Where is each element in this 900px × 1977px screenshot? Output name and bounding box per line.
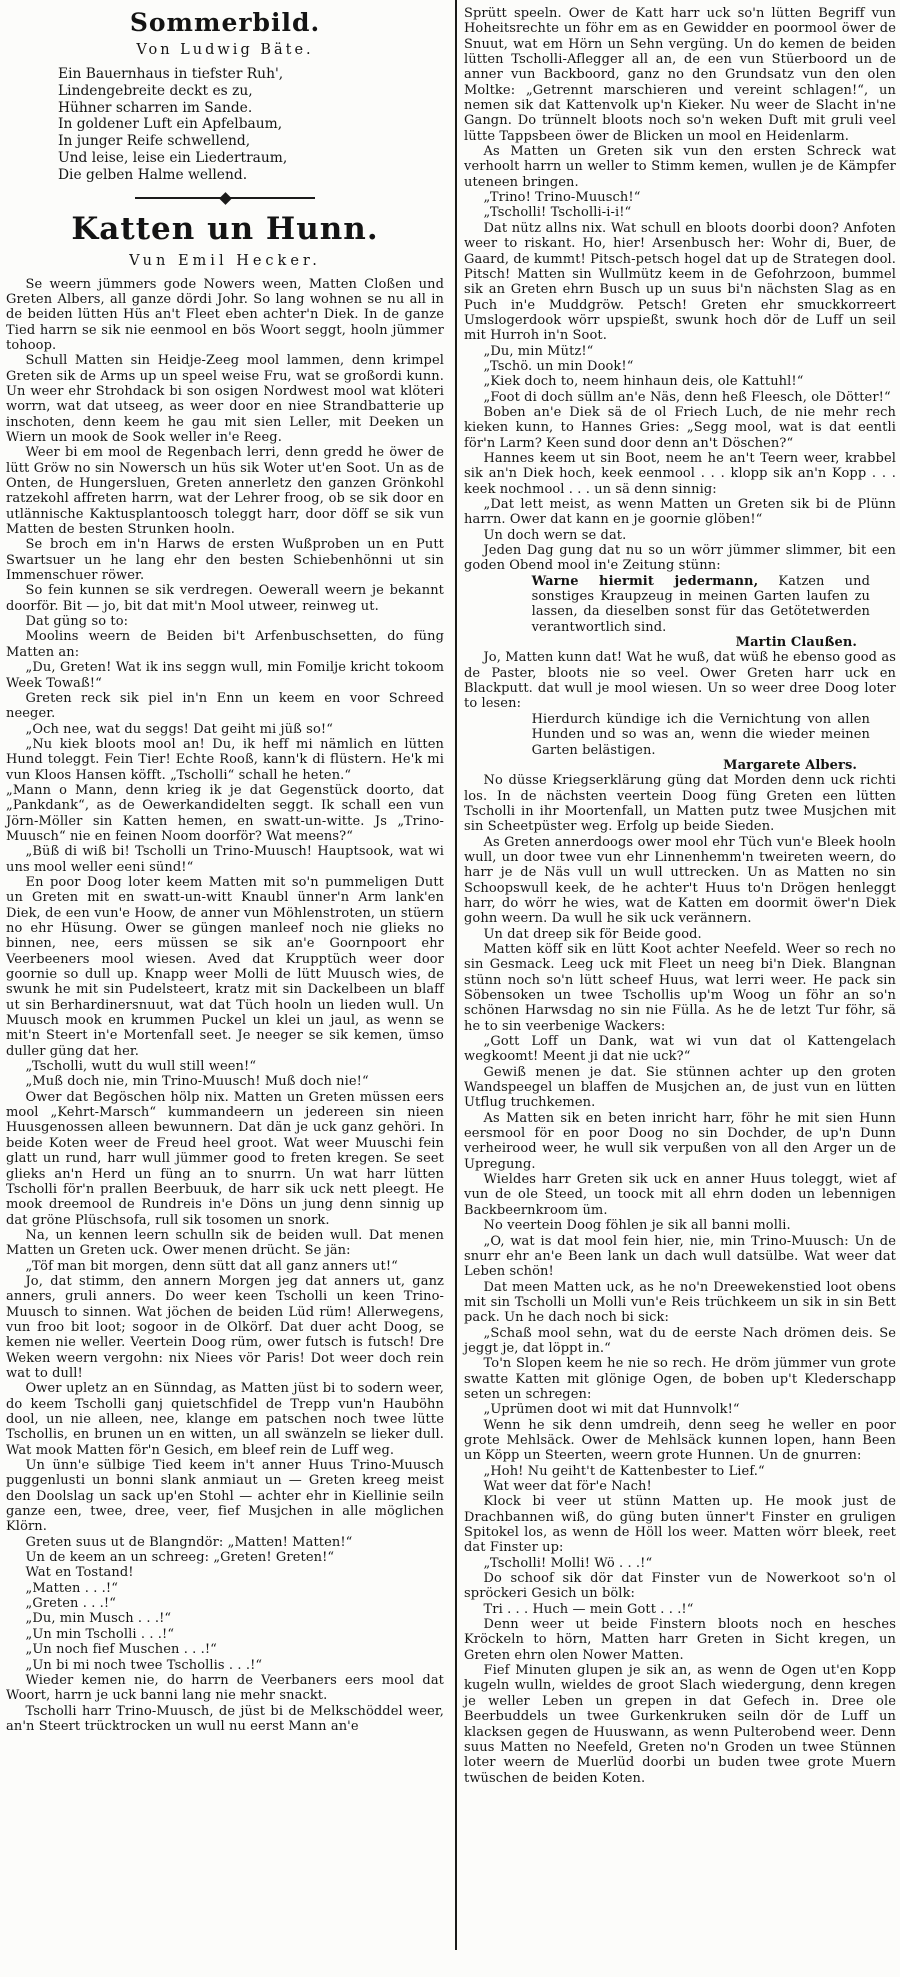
story-paragraph: „Tschö. un min Dook!“ xyxy=(483,358,634,374)
story-byline: Vun Emil Hecker. xyxy=(129,252,321,269)
story-paragraph: Do schoof sik dör dat Finster vun de Nowerkoot so'n ol spröckeri Gesich un bölk: xyxy=(464,1571,896,1602)
story-paragraph: Na, un kennen leern schulln sik de beiden wull. Dat menen Matten un Greten uck. Ower menen drücht. Se jän: xyxy=(6,1227,444,1259)
story-paragraph: Un dat dreep sik för Beide good. xyxy=(483,926,702,942)
story-paragraph: „Töf man bit morgen, denn sütt dat all ganz anners ut!“ xyxy=(25,1258,398,1274)
story-paragraph: „Schaß mool sehn, wat du de eerste Nach drömen deis. Se jeggt je, dat löppt in.“ xyxy=(464,1325,896,1356)
story-paragraph: „Muß doch nie, min Trino-Muusch! Muß doch nie!“ xyxy=(25,1074,369,1090)
story-paragraph: „O, wat is dat mool fein hier, nie, min Trino-Muusch: Un de snurr ehr an'e Been lank un dach wull datsülbe. Wat weer dat Leben schön! xyxy=(464,1233,896,1280)
story-paragraph: „Greten . . .!“ xyxy=(25,1596,116,1612)
story-paragraph: Tri . . . Huch — mein Gott . . .!“ xyxy=(483,1601,694,1617)
story-paragraph: Ower upletz an en Sünndag, as Matten jüst bi to sodern weer, do keem Tscholli ganj quietschfidel de Trepp vun'n Hauböhn dool, un nie alleen, nee, klange em patschen noch twee lütte Tschollis, en brunen un en witten, un all swänzeln se lieker dull. Wat mook Matten för'n Gesich, em bleef rein de Luff weg. xyxy=(6,1381,444,1458)
story-paragraph: No veertein Doog föhlen je sik all banni molli. xyxy=(483,1218,791,1234)
story-paragraph: „Hoh! Nu geiht't de Kattenbester to Lief.“ xyxy=(483,1463,765,1479)
story-paragraph: „Gott Loff un Dank, wat wi vun dat ol Kattengelach wegkoomt! Meent ji dat nie uck?“ xyxy=(464,1034,896,1065)
right-column xyxy=(452,0,900,1977)
story-paragraph: „Du, min Musch . . .!“ xyxy=(25,1611,172,1627)
story-title: Katten un Hunn. xyxy=(71,210,379,247)
ornament-diamond-icon xyxy=(219,192,232,205)
story-paragraph: „Foot di doch süllm an'e Näs, denn heß Fleesch, ole Dötter!“ xyxy=(483,389,891,405)
story-paragraph: Matten köff sik en lütt Koot achter Neefeld. Weer so rech no sin Gesmack. Leeg uck mit Fleet un neeg bi'n Diek. Blangnan stünn noch so'n lütt scheef Huus, wat lerri weer. He pack sin Söbensoken un twee Tschollis up'm Woog un föhr an so'n schönen Harwsdag no sin nie Fülla. As he de letzt Tur föhr, sä he to sin veerbenige Wackers: xyxy=(464,941,896,1034)
story-paragraph: Se broch em in'n Harws de ersten Wußproben un en Putt Swartsuer un he lang ehr den besten Schiebenhönni ut sin Immenschuer röwer. xyxy=(6,537,444,584)
poem-line: Die gelben Halme wellend. xyxy=(58,166,248,183)
ornament-bar-right xyxy=(228,197,316,199)
poem-line: In junger Reife schwellend, xyxy=(58,133,251,150)
story-paragraph: „Tscholli! Molli! Wö . . .!“ xyxy=(483,1555,653,1571)
poem-header xyxy=(6,8,444,58)
story-paragraph: Sprütt speeln. Ower de Katt harr uck so'n lütten Begriff vun Hoheitsrechte un föhr em as en Gewidder en poormool öwer de Snuut, wat em Hörn un Sehn vergüng. Un do kemen de beiden lütten Tscholli-Aflegger all an, de een vun Stüerboord un de anner vun Backboord, ganz no den Grundsatz vun den olen Moltke: „Getrennt marschieren und vereint schlagen!“, un nemen sik dat Kattenvolk up'n Kieker. Nu weer de Slacht in'ne Gangn. Do trünnelt bloots noch so'n weken Duft mit gruli veel lütte Tappsbeen öwer de Blicken un mool en Heidenlarm. xyxy=(464,6,896,144)
story-paragraph: „Uprümen doot wi mit dat Hunnvolk!“ xyxy=(483,1402,740,1418)
story-paragraph: Ower dat Begöschen hölp nix. Matten un Greten müssen eers mool „Kehrt-Marsch“ kummandeern un jedereen sin nieen Huusgenossen alleen bewunnern. Dat dän je uck ganz gehöri. In beide Koten weer de Freud heel groot. Wat weer Muuschi fein glatt un rund, harr wull jümmer good to freten kregen. Se seet glieks an'n Herd un füng an to snurrn. Un wat harr lütten Tscholli för'n prallen Beerbuuk, de harr sik uck nett pleegt. He mook dreemool de Rundreis in'e Döns un jung denn sinnig up dat gröne Plüschsofa, rull sik tosomen un snork. xyxy=(6,1089,444,1228)
story-paragraph: Wieder kemen nie, do harrn de Veerbaners eers mool dat Woort, harrn je uck banni lang nie mehr snackt. xyxy=(6,1672,444,1704)
story-header xyxy=(6,211,444,269)
story-paragraph: Un de keem an un schreeg: „Greten! Greten!“ xyxy=(25,1550,335,1566)
story-paragraph: „Tscholli, wutt du wull still ween!“ xyxy=(25,1059,257,1075)
story-paragraph: Dat meen Matten uck, as he no'n Dreewekenstied loot obens mit sin Tscholli un Molli vun'e Reis trüchkeem un sik in sin Bett pack. Un he dach noch bi sick: xyxy=(464,1279,896,1326)
story-paragraph: „Un noch fief Muschen . . .!“ xyxy=(25,1642,217,1658)
story-paragraph: Greten reck sik piel in'n Enn un keem en voor Schreed neeger. xyxy=(6,690,444,722)
story-paragraph: Jeden Dag gung dat nu so un wörr jümmer slimmer, bit een goden Obend mool in'e Zeitung stünn: xyxy=(464,543,896,574)
story-paragraph: Tscholli harr Trino-Muusch, de jüst bi de Melkschöddel weer, an'n Steert trücktrocken un wull nu eerst Mann an'e xyxy=(6,1703,444,1734)
poem-line: Ein Bauernhaus in tiefster Ruh', xyxy=(58,66,284,82)
story-paragraph: Dat güng so to: xyxy=(25,614,129,630)
story-paragraph: Hannes keem ut sin Boot, neem he an't Teern weer, krabbel sik an'n Diek hoch, keek eenmool . . . klopp sik an'n Kopp . . . keek nochmool . . . un sä denn sinnig: xyxy=(464,450,896,497)
story-paragraph: So fein kunnen se sik verdregen. Oewerall weern je bekannt doorför. Bit — jo, bit dat mit'n Mool utweer, reinweg ut. xyxy=(6,583,444,614)
story-paragraph: „Du, Greten! Wat ik ins seggn wull, min Fomilje kricht tokoom Week Towaß!“ xyxy=(6,660,444,691)
story-paragraph: Wat weer dat för'e Nach! xyxy=(483,1479,652,1494)
newspaper-notice: Hierdurch kündige ich die Vernichtung von allen Hunden und so was an, wenn die wieder meinen Garten belästigen. xyxy=(531,711,870,758)
story-paragraph: „Büß di wiß bi! Tscholli un Trino-Muusch! Hauptsook, wat wi uns mool weller eeni sünd!“ xyxy=(6,844,444,875)
story-paragraph: Denn weer ut beide Finstern bloots noch en hesches Kröckeln to hörn, Matten harr Greten in Sicht kregen, un Greten ehrn olen Nower Matten. xyxy=(464,1617,896,1663)
story-paragraph: „Un bi mi noch twee Tschollis . . .!“ xyxy=(25,1657,263,1673)
story-paragraph: „Mann o Mann, denn krieg ik je dat Gegenstück doorto, dat „Pankdank“, as de Oewerkandidelten seggt. Ik schall een vun Jörn-Möller sin Katten hemen, en swatt-un-witte. Js „Trino-Muusch“ nie en feinen Noom doorför? Wat meens?“ xyxy=(6,782,444,844)
story-paragraph: As Greten annerdoogs ower mool ehr Tüch vun'e Bleek hooln wull, un door twee vun ehr Linnenhemm'n tweireten weern, do harr je de Näs vull un wull uttrecken. Un as Matten no sin Schoopswull keek, de he achter't Huus to'n Drögen henleggt harr, do wörr he wies, wat de Katten em doormit öwer'n Diek gohn weern. Da wull he sik uck verännern. xyxy=(464,834,896,927)
poem-line: Lindengebreite deckt es zu, xyxy=(58,82,253,99)
poem-title: Sommerbild. xyxy=(129,8,321,37)
story-paragraph: Gewiß menen je dat. Sie stünnen achter up den groten Wandspeegel un blaffen de Musjchen an, de just vun en lütten Utflug truchkemen. xyxy=(464,1064,896,1111)
story-paragraph: „Dat lett meist, as wenn Matten un Greten sik bi de Plünn harrn. Ower dat kann en je goornie glöben!“ xyxy=(464,497,896,528)
story-paragraph: Jo, dat stimm, den annern Morgen jeg dat anners ut, ganz anners, gruli anners. Do weer keen Tscholli un keen Trino-Muusch to sinnen. Wat jöchen de beiden Lüd rüm! Allerwegens, vun froo bit loot; sogoor in de Olkörf. Dat duer acht Doog, se kemen nie weller. Veertein Doog rüm, ower futsch is futsch! Dre Weken weern vergohn: nix Niees vör Paris! Dot weer doch rein wat to dull! xyxy=(6,1273,444,1381)
story-paragraph: „Un min Tscholli . . .!“ xyxy=(25,1626,175,1642)
story-paragraph: „Nu kiek bloots mool an! Du, ik heff mi nämlich en lütten Hund toleggt. Fein Tier! Echte Rooß, kann'k di flüstern. He'k mi vun Kloos Hansen köfft. „Tscholli“ schall he heten.“ xyxy=(6,736,444,783)
notice-signature: Martin Claußen. xyxy=(735,635,857,651)
story-paragraph: „Matten . . .!“ xyxy=(25,1580,118,1596)
poem-line: In goldener Luft ein Apfelbaum, xyxy=(58,116,283,133)
story-paragraph: „Och nee, wat du seggs! Dat geiht mi jüß so!“ xyxy=(25,721,333,737)
newspaper-notice: Warne hiermit jedermann, Katzen und sonstiges Kraupzeug in meinen Garten laufen zu lassen, da dieselben sonst für das Getötetwerden verantwortlich sind. xyxy=(531,573,870,635)
story-paragraph: Un ünn'e sülbige Tied keem in't anner Huus Trino-Muusch puggenlusti un bonni slank anmiaut un — Greten kreeg meist den Doolslag un sack up'en Stohl — achter ehr in Kiellinie seiln ganze een, twee, dree, veer, fief Musjchen in alle möglichen Klörn. xyxy=(6,1458,444,1535)
poem-line: Hühner scharren im Sande. xyxy=(58,99,253,116)
story-paragraph: Jo, Matten kunn dat! Wat he wuß, dat wüß he ebenso good as de Paster, bloots nie so veel. Ower Greten harr uck en Blackputt. dat wull je mool wiesen. Un so weer dree Doog loter to lesen: xyxy=(464,650,896,712)
story-text-left xyxy=(6,277,444,1735)
notice-signature: Margarete Albers. xyxy=(723,757,857,773)
story-paragraph: As Matten sik en beten inricht harr, föhr he mit sien Hunn eersmool för en poor Doog no sin Dochder, de up'n Dunn verheirood weer, he wull sik verpußen von all den Arger un de Upregung. xyxy=(464,1110,896,1172)
story-paragraph: As Matten un Greten sik vun den ersten Schreck wat verhoolt harrn un weller to Stimm kemen, wullen je de Kämpfer uteneen bringen. xyxy=(464,144,896,190)
story-paragraph: „Tscholli! Tscholli-i-i!“ xyxy=(483,205,632,221)
story-paragraph: No düsse Kriegserklärung güng dat Morden denn uck richti los. In de nächsten veertein Doog füng Greten een lütten Tscholli in ihr Moortenfall, un Matten putz twee Musjchen mit sin Scheetpüster weg. Erfolg up beide Sieden. xyxy=(464,773,896,835)
poem-line: Und leise, leise ein Liedertraum, xyxy=(58,149,288,166)
story-paragraph: Un doch wern se dat. xyxy=(483,527,627,543)
story-paragraph: Greten suus ut de Blangndör: „Matten! Matten!“ xyxy=(25,1534,353,1550)
story-paragraph: Schull Matten sin Heidje-Zeeg mool lammen, denn krimpel Greten sik de Arms up un speel weise Fru, wat se großordi kunn. Un weer ehr Strohdack bi son osigen Nordwest mool wat klöteri worrn, wat dat utseeg, as weer door en niee Strandbatterie up inschoten, denn keem he gau mit sien Leller, mit Deeken un Wiern un mook de Sook weller in'e Reeg. xyxy=(6,353,444,446)
column-divider xyxy=(455,0,457,1950)
story-paragraph: Moolins weern de Beiden bi't Arfenbuschsetten, do füng Matten an: xyxy=(6,629,444,660)
story-paragraph: Dat nütz allns nix. Wat schull en bloots doorbi doon? Anfoten weer to riskant. Ho, hier! Arsenbusch her: Wohr di, Buer, de Gaard, de kummt! Pitsch-petsch hogel dat up de Strategen dool. Pitsch! Matten sin Wullmütz keem in de Gefohrzoon, bummel sik an Greten ehrn Busch up un suus bi'n nächsten Slag as en Puch in'e Muddgröw. Petsch! Greten ehr smuckkorreert Umslogerdook wörr upspießt, swunk hoch dör de Luff un seil mit Hurroh in'n Soot. xyxy=(464,220,896,344)
story-paragraph: „Du, min Mütz!“ xyxy=(483,343,594,359)
story-paragraph: Boben an'e Diek sä de ol Friech Luch, de nie mehr rech kieken kunn, to Hannes Gries: „Segg mool, wat is dat eentli för'n Larm? Keen sund door denn an't Döschen?“ xyxy=(464,404,896,451)
story-paragraph: Wieldes harr Greten sik uck en anner Huus toleggt, wiet af vun de ole Steed, un toock mit all ehrn doden un lebennigen Backbeernkroom üm. xyxy=(464,1172,896,1218)
story-paragraph: Wenn he sik denn umdreih, denn seeg he weller en poor grote Mehlsäck. Ower de Mehlsäck kunnen lopen, hann Been un Köpp un Steerten, weern grote Hunnen. Un de gnurren: xyxy=(464,1417,896,1464)
story-paragraph: „Trino! Trino-Muusch!“ xyxy=(483,190,641,206)
story-paragraph: „Kiek doch to, neem hinhaun deis, ole Kattuhl!“ xyxy=(483,374,804,390)
story-paragraph: To'n Slopen keem he nie so rech. He dröm jümmer vun grote swatte Katten mit glönige Ogen, de boben up't Klederschapp seten un schregen: xyxy=(464,1356,896,1402)
story-paragraph: Se weern jümmers gode Nowers ween, Matten Cloßen und Greten Albers, all ganze dördi Johr. So lang wohnen se nu all in de beiden lütten Hüs an't Fleet eben achter'n Diek. In de ganze Tied harrn se sik nie eenmool en bös Woort seggt, hooln jümmer tohoop. xyxy=(6,276,444,353)
section-divider-ornament xyxy=(135,194,315,203)
story-paragraph: Wat en Tostand! xyxy=(25,1565,134,1581)
poem-byline: Von Ludwig Bäte. xyxy=(136,42,314,58)
story-paragraph: Klock bi veer ut stünn Matten up. He mook just de Drachbannen wiß, do güng buten ünner't Finster en gruligen Spitokel los, as wenn de Höll los weer. Matten wörr bleek, reet dat Finster up: xyxy=(464,1494,896,1556)
story-paragraph: En poor Doog loter keem Matten mit so'n pummeligen Dutt un Greten mit en swatt-un-witt Knaubl ünner'n Arm lank'en Diek, de een vun'e Hoow, de anner vun Möhlenstroten, un stüern no ehr Hüsung. Ower se güngen manleef noch nie glieks no binnen, nee, eers müssen se sik an'e Goornpoort ehr Veerbeeners mool wiesen. Aved dat Krupptüch weer door goornie so dull up. Knapp weer Molli de lütt Muusch wies, de swunk he mit sin Pudelsteert, kratz mit sin Dackelbeen un blaff ut sin Berhardinersnuut, wat dat Tüch hooln un lieden wull. Un Muusch mook en krummen Puckel un klei un jaul, as wenn se mit'n Steert in'e Mortenfall seet. Je neeger se sik kemen, ümso duller güng dat her. xyxy=(6,874,444,1059)
story-paragraph: Weer bi em mool de Regenbach lerri, denn gredd he öwer de lütt Gröw no sin Nowersch un hüs sik Woter ut'en Soot. Un as de Onten, de Hungersluen, Greten annerletz den ganzen Grönkohl ratzekohl affreten harrn, wat der Lehrer froog, ob se sik door en utlännische Kaktusplantoosch toleggt harr, door döff se sik vun Matten de besten Strunken hooln. xyxy=(6,445,444,538)
story-paragraph: Fief Minuten glupen je sik an, as wenn de Ogen ut'en Kopp kugeln wulln, wieldes de groot Slach wiedergung, denn kregen je weller Leben un grepen in dat Gefech in. Dree ole Beerbuddels un twee Gurkenkruken seiln dör de Luff un klacksen gegen de Huuswann, as wenn Pulterobend weer. Denn suus Matten no Neefeld, Greten no'n Groden un twee Stünnen loter weern de Muerlüd doorbi un buden twee grote Muern twüschen de beiden Koten. xyxy=(464,1663,896,1786)
ornament-bar-left xyxy=(135,197,223,199)
poem-body xyxy=(58,66,444,184)
